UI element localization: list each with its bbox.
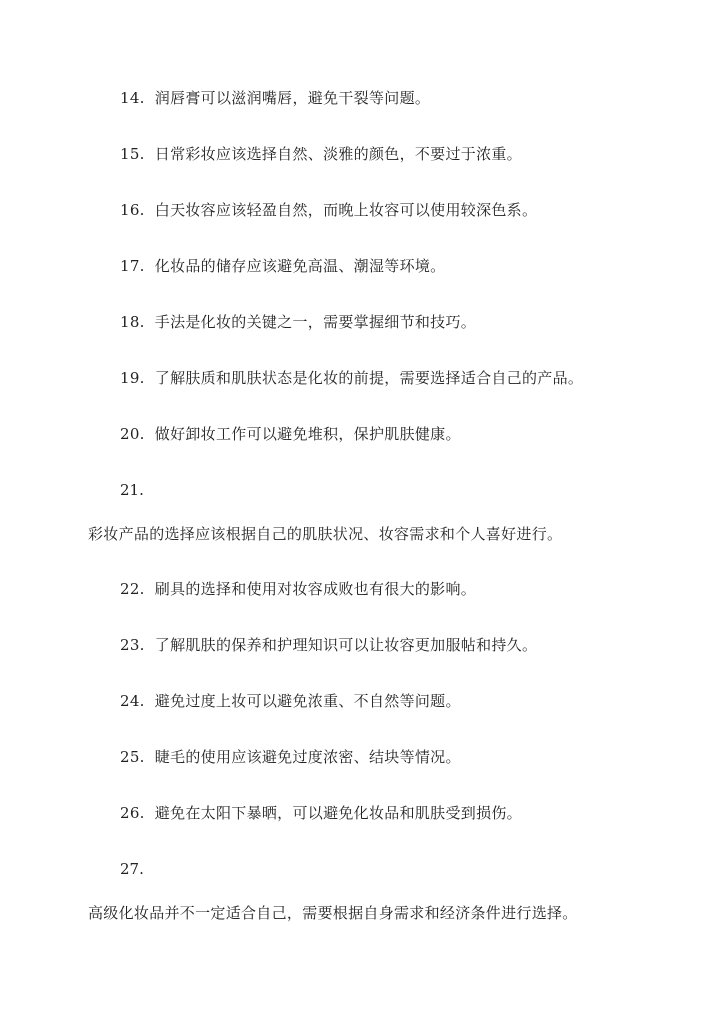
list-item [120, 579, 476, 599]
item-text: 润唇膏可以滋润嘴唇，避免干裂等问题。 [154, 89, 431, 107]
item-number: 18. [120, 313, 145, 331]
item-number: 22. [120, 580, 145, 598]
list-item [120, 368, 583, 388]
list-item [120, 691, 461, 711]
item-number: 27. [120, 860, 144, 878]
item-text: 刷具的选择和使用对妆容成败也有很大的影响。 [154, 580, 477, 598]
item-number: 24. [120, 692, 145, 710]
list-item [120, 88, 430, 108]
item-text: 化妆品的储存应该避免高温、潮湿等环境。 [154, 257, 446, 275]
item-number: 25. [120, 748, 145, 766]
item-text: 了解肌肤的保养和护理知识可以让妆容更加服帖和持久。 [154, 636, 538, 654]
item-number: 20. [120, 425, 145, 443]
item-number: 14. [120, 89, 145, 107]
list-item [120, 747, 461, 767]
item-number: 21. [120, 481, 144, 499]
item-text: 白天妆容应该轻盈自然，而晚上妆容可以使用较深色系。 [154, 201, 538, 219]
list-item [120, 312, 476, 332]
item-text: 睫毛的使用应该避免过度浓密、结块等情况。 [154, 748, 461, 766]
item-text: 彩妆产品的选择应该根据自己的肌肤状况、妆容需求和个人喜好进行。 [88, 525, 563, 543]
list-item [120, 424, 461, 444]
item-text: 高级化妆品并不一定适合自己，需要根据自身需求和经济条件进行选择。 [88, 904, 578, 922]
list-item [120, 256, 445, 276]
item-number: 23. [120, 636, 145, 654]
list-item [120, 803, 522, 823]
item-text: 手法是化妆的关键之一，需要掌握细节和技巧。 [154, 313, 477, 331]
item-number: 15. [120, 145, 145, 163]
item-text: 避免在太阳下暴晒，可以避免化妆品和肌肤受到损伤。 [154, 804, 522, 822]
item-number: 17. [120, 257, 145, 275]
item-number: 16. [120, 201, 145, 219]
item-text: 了解肤质和肌肤状态是化妆的前提，需要选择适合自己的产品。 [154, 369, 584, 387]
item-number: 26. [120, 804, 145, 822]
list-item [120, 635, 537, 655]
item-text: 日常彩妆应该选择自然、淡雅的颜色，不要过于浓重。 [154, 145, 522, 163]
item-number: 19. [120, 369, 145, 387]
item-text: 做好卸妆工作可以避免堆积，保护肌肤健康。 [154, 425, 461, 443]
item-text: 避免过度上妆可以避免浓重、不自然等问题。 [154, 692, 461, 710]
list-item [120, 144, 522, 164]
list-item [120, 200, 537, 220]
